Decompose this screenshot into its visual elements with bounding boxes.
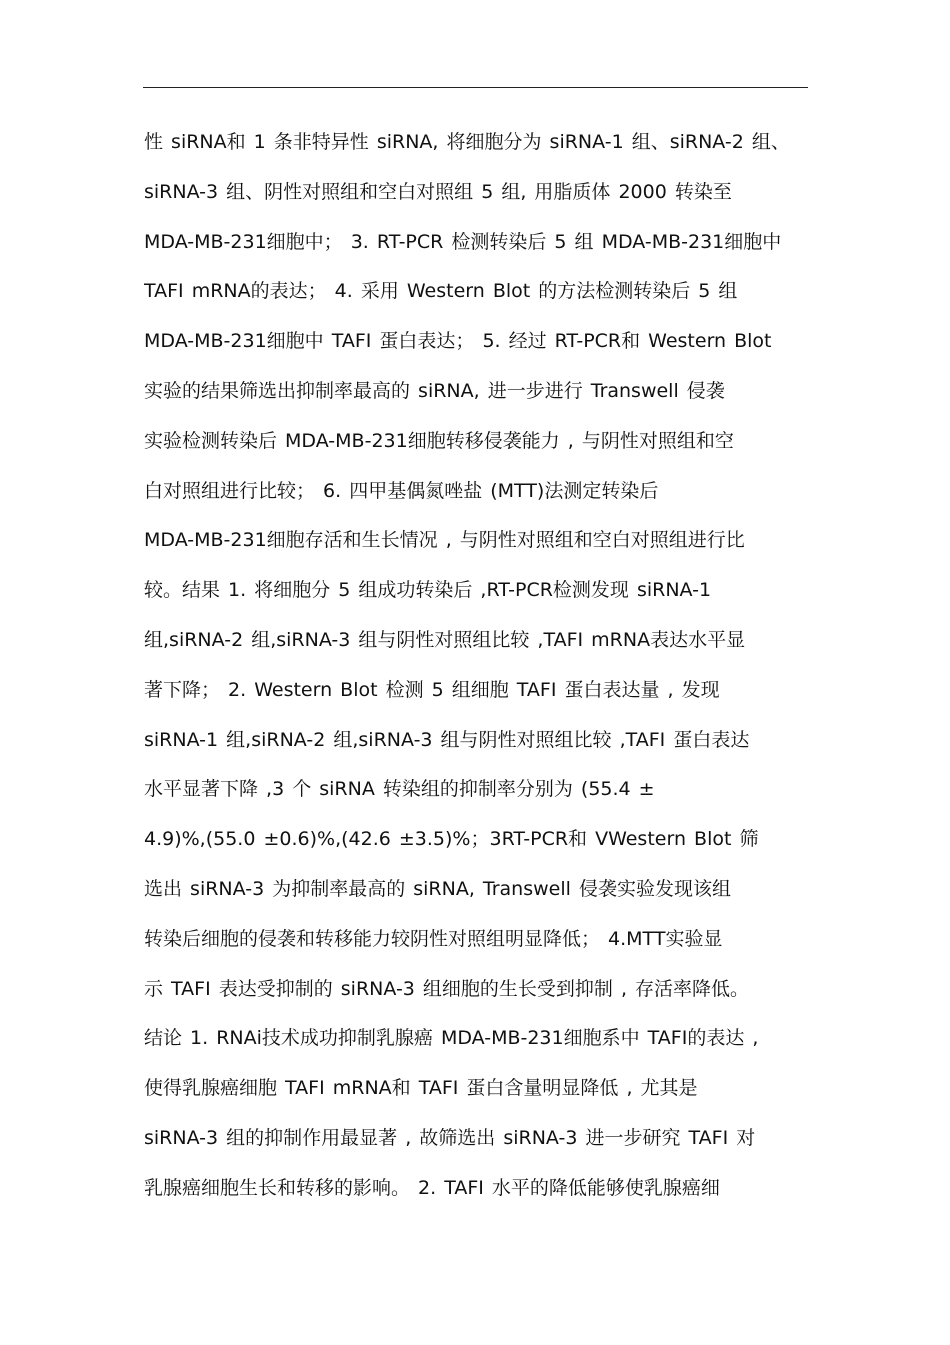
text-line: 水平显著下降 ,3 个 siRNA 转染组的抑制率分别为 (55.4 ± [144, 778, 655, 801]
text-line: 示 TAFI 表达受抑制的 siRNA-3 组细胞的生长受到抑制 , 存活率降低。 [144, 977, 750, 1000]
text-line: MDA-MB-231细胞中 TAFI 蛋白表达； 5. 经过 RT-PCR和 Western Blot [144, 330, 772, 353]
text-line: 著下降； 2. Western Blot 检测 5 组细胞 TAFI 蛋白表达量 , 发现 [144, 678, 720, 701]
text-line: MDA-MB-231细胞存活和生长情况 , 与阴性对照组和空白对照组进行比 [144, 529, 745, 552]
text-line: siRNA-3 组的抑制作用最显著 , 故筛选出 siRNA-3 进一步研究 TAFI 对 [144, 1126, 756, 1149]
text-line: siRNA-3 组、阴性对照组和空白对照组 5 组, 用脂质体 2000 转染至 [144, 180, 732, 203]
text-line: 较。结果 1. 将细胞分 5 组成功转染后 ,RT-PCR检测发现 siRNA-1 [144, 579, 712, 602]
text-line: 结论 1. RNAi技术成功抑制乳腺癌 MDA-MB-231细胞系中 TAFI的表达 , [144, 1027, 759, 1050]
header-rule [143, 87, 808, 88]
text-line: 4.9)%,(55.0 ±0.6)%,(42.6 ±3.5)%；3RT-PCR和 VWestern Blot 筛 [144, 828, 759, 851]
text-line: 转染后细胞的侵袭和转移能力较阴性对照组明显降低； 4.MTT实验显 [144, 927, 723, 950]
text-line: 组,siRNA-2 组,siRNA-3 组与阴性对照组比较 ,TAFI mRNA表达水平显 [144, 628, 746, 651]
text-line: 性 siRNA和 1 条非特异性 siRNA, 将细胞分为 siRNA-1 组、siRNA-2 组、 [144, 131, 790, 153]
text-line: 选出 siRNA-3 为抑制率最高的 siRNA, Transwell 侵袭实验发现该组 [144, 877, 731, 900]
text-line: siRNA-1 组,siRNA-2 组,siRNA-3 组与阴性对照组比较 ,TAFI 蛋白表达 [144, 728, 750, 751]
text-line: 使得乳腺癌细胞 TAFI mRNA和 TAFI 蛋白含量明显降低 , 尤其是 [144, 1077, 698, 1100]
text-line: 乳腺癌细胞生长和转移的影响。 2. TAFI 水平的降低能够使乳腺癌细 [144, 1176, 720, 1199]
text-line: 实验的结果筛选出抑制率最高的 siRNA, 进一步进行 Transwell 侵袭 [144, 379, 725, 402]
text-line: TAFI mRNA的表达； 4. 采用 Western Blot 的方法检测转染后 5 组 [144, 280, 738, 303]
text-line: MDA-MB-231细胞中； 3. RT-PCR 检测转染后 5 组 MDA-MB-231细胞中 [144, 230, 782, 253]
body-text [144, 125, 812, 1221]
text-line: 白对照组进行比较； 6. 四甲基偶氮唑盐 (MTT)法测定转染后 [144, 479, 659, 502]
text-line: 实验检测转染后 MDA-MB-231细胞转移侵袭能力 , 与阴性对照组和空 [144, 429, 734, 452]
